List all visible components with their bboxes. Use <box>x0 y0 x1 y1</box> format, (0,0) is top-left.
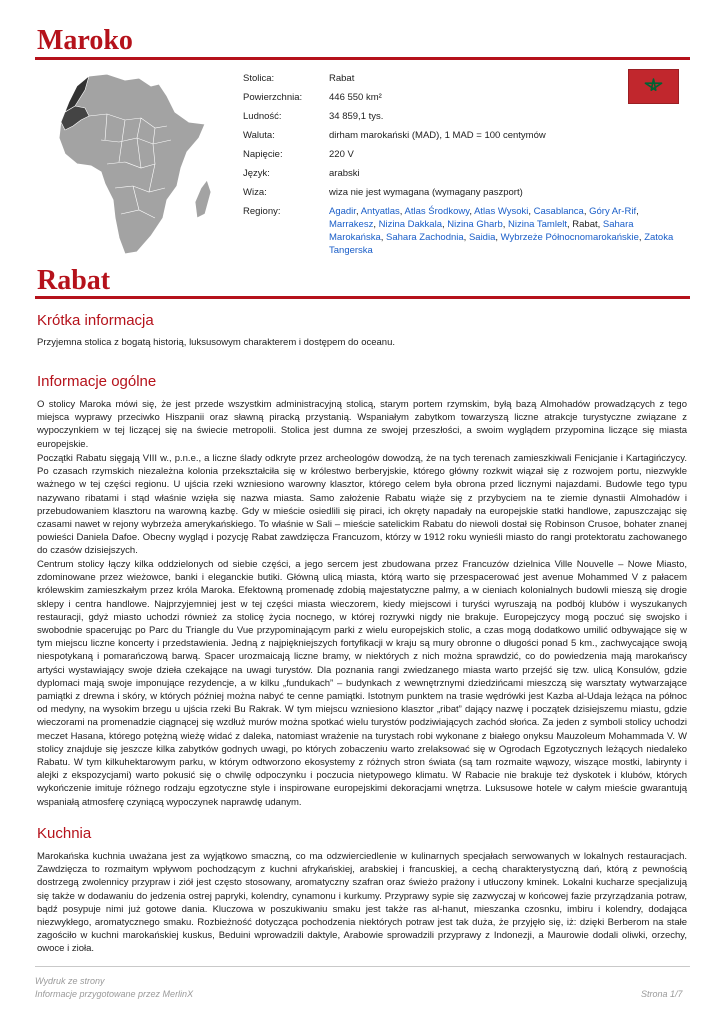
fact-value: arabski <box>329 168 360 179</box>
region-link[interactable]: Nizina Tamlelt <box>508 219 567 230</box>
general-paragraph-1: O stolicy Maroka mówi się, że jest przede wszystkim administracyjną stolicą, starym portem rzymskim, byłą bazą Almohadów prowadzących z tego miejsca wyprawy przeciwko Hiszpanii oraz sławną piracką przystanią. Wspaniałym zabytkom towarzyszą liczne atrakcje turystyczne związane z wypoczynkiem w tej liczącej się na świecie metropolii. Stolica jest dumna ze swojej przeszłości, a swoim wyglądem przypomina liczące się miasta europejskie. <box>37 399 687 450</box>
fact-label: Regiony: <box>243 206 281 217</box>
fact-value: 220 V <box>329 149 354 160</box>
region-name: Rabat <box>572 219 598 230</box>
fact-row-voltage <box>243 148 683 167</box>
fact-label: Powierzchnia: <box>243 92 303 103</box>
region-link[interactable]: Zatoka Tangerska <box>329 232 674 256</box>
region-link[interactable]: Góry Ar-Rif <box>589 206 637 217</box>
fact-row-capital <box>243 72 683 91</box>
region-link[interactable]: Antyatlas <box>360 206 400 217</box>
title-divider <box>35 57 690 60</box>
fact-label: Ludność: <box>243 111 282 122</box>
fact-value: Rabat <box>329 73 355 84</box>
general-paragraph-3: Centrum stolicy łączy kilka oddzielonych od siebie części, a jego sercem jest zbudowana przez Francuzów dzielnica Ville Nouvelle – Nowe Miasto, zdominowane przez wieżowce, banki i eleganckie butiki. Główną ulicą miasta, którą warto się przespacerować jest avenue Mohammed V z pałacem królewskim zamieszkałym przez króla Maroka. Efektowną promenadę zdobią majestatyczne palmy, a w cieniach kolonialnych budowli mieszą się drogie sklepy i centra handlowe. Najprzyjemniej jest w tej części miasta wieczorem, kiedy miejscowi i turyści wyruszają na podbój klubów i wyszukanych restauracji, gdyż miasto uchodzi również za stolicę życia nocnego, w której rozrywki nigdy nie brakuje. Europejczycy mogą poczuć się swojsko i swobodnie spacerując po Parc du Triangle du Vue przypominającym parki z wielu europejskich stolic, a czas mogą dodatkowo umilić odbywające się w tym miejscu liczne koncerty i przedstawienia. Jedną z najpiękniejszych fortyfikacji w kraju są mury obronne o długości ponad 5 km., zachwycające swoją niespotykaną i pomarańczową barwą. Spacer urozmaicają liczne bramy, w niektórych z nich można sprawdzić, co do powiedzenia mają marokańscy artyści wystawiający swoje dzieła czekające na uwagi turystów. Dla poznania rangi zwiedzanego miasta warto przejść się tzw. ulicą Konsulów, gdzie dyplomaci mają swoje imponujące rezydencje, a w kilku „fundukach” – budynkach z wewnętrznymi dziedzińcami mieszczą się warsztaty wytwarzające pamiątki z drewna i skóry, w których później można nabyć te cenne pamiątki. Istotnym punktem na trasie wędrówki jest Kazba al-Udaja leżąca na północ od medyny, na wysokim brzegu u ujścia rzeki Bu Rakrak. W tym miejscu wzniesiono klasztor „ribat” dający nazwę i początek dzisiejszemu miastu, gdzie wieczorami na promenadzie ciągnącej się wzdłuż murów można spotkać wielu turystów podziwiających zachód słońca. Za jeden z symboli stolicy uchodzi meczet Hasana, którego potężną wieżę widać z daleka, natomiast wrażenie na turystach robi wykonane z białego onyksu Mauzoleum Mohammada V. W stolicy znajduje się jeszcze kilka zabytków godnych uwagi, po których zobaczeniu warto zrelaksować się w Ogrodach Egzotycznych leżących niedaleko Rabatu. W tym kilkuhektarowym parku, w którym odtworzono ekosystemy z różnych stron świata (są tam rozmaite wąwozy, wiszące mostki, labirynty i alejki z ekspozycjami) warto pokusić się o chwilę odpoczynku i poczucia nietypowego klimatu. W Rabacie nie brakuje też dyskotek i klubów, których wykończenie imituje różnego rodzaju egzotyczne style i inspirowane europejskimi dekoracjami wnętrza. Luksusowe hotele w całym mieście gwarantują wspaniałą atmosferę czyniącą wypoczynek naprawdę udanym. <box>37 559 687 808</box>
region-link[interactable]: Marrakesz <box>329 219 374 230</box>
fact-value: wiza nie jest wymagana (wymagany paszport) <box>329 187 523 198</box>
cuisine-text: Marokańska kuchnia uważana jest za wyjątkowo smaczną, co ma odzwierciedlenie w kulinarnych specjałach serwowanych w lokalnych restauracjach. Zawdzięcza to rozmaitym wpływom pochodzącym z kuchni afrykańskiej, arabskiej i francuskiej, a cechą charakterystyczną dań, którą z pewnością dostrzegą zwolennicy przypraw i ziół jest często stosowany, aromatyczny szafran oraz świeżo prażony i utłuczony kminek. Lokalni kucharze specjalizują się także w dodawaniu do jedzenia ostrej papryki, kolendry, cynamonu i kurkumy. Przyprawy sypie się zazwyczaj w końcowej fazie przyrządzania potraw, bądź posypuje nimi już gotowe dania. Kluczowa w poszukiwaniu smaku jest także ras al-hanut, mieszanka czosnku, imbiru i kolendry, dodająca niezwykłego, aromatycznego smaku. Rozbieżność dotycząca pochodzenia niektórych potraw jest tak duża, że przyjęło się, iż: dzięki Berberom na stałe zagościło w kuchni marokańskiej kuskus, Beduini wprowadzili daktyle, Arabowie sprowadzili przyprawy z Indonezji, a Maurowie dodali oliwki, orzechy, owoce i zioła. <box>37 851 687 955</box>
region-link[interactable]: Casablanca <box>533 206 584 217</box>
fact-value: dirham marokański (MAD), 1 MAD = 100 centymów <box>329 130 546 141</box>
region-link[interactable]: Agadir <box>329 206 356 217</box>
city-title: Rabat <box>37 265 111 296</box>
fact-value: 446 550 km² <box>329 92 382 103</box>
fact-label: Waluta: <box>243 130 275 141</box>
region-link[interactable]: Nizina Gharb <box>447 219 503 230</box>
region-link[interactable]: Sahara Marokańska <box>329 219 634 243</box>
footer-credit: Informacje przygotowane przez MerlinX <box>35 989 194 999</box>
country-title: Maroko <box>37 25 133 56</box>
region-link[interactable]: Atlas Środkowy <box>404 206 470 217</box>
facts-table <box>243 72 683 263</box>
city-divider <box>35 296 690 299</box>
region-link[interactable]: Wybrzeże Północnomarokańskie <box>500 232 639 243</box>
short-info-heading: Krótka informacja <box>37 312 154 329</box>
footer-print-note: Wydruk ze strony <box>35 976 105 986</box>
africa-map-icon <box>55 68 215 263</box>
fact-row-area <box>243 91 683 110</box>
region-link[interactable]: Nizina Dakkala <box>378 219 442 230</box>
regions-list: Agadir, Antyatlas, Atlas Środkowy, Atlas Wysoki, Casablanca, Góry Ar-Rif, Marrakesz, Nizina Dakkala, Nizina Gharb, Nizina Tamlelt, Rabat, Sahara Marokańska, Sahara Zachodnia, Saidia, Wybrzeże Północnomarokańskie, Zatoka Tangerska <box>329 206 674 256</box>
fact-row-population <box>243 110 683 129</box>
region-link[interactable]: Atlas Wysoki <box>474 206 529 217</box>
fact-row-regions <box>243 205 683 263</box>
cuisine-heading: Kuchnia <box>37 825 92 842</box>
fact-row-visa <box>243 186 683 205</box>
fact-value: 34 859,1 tys. <box>329 111 384 122</box>
morocco-flag-icon <box>628 69 679 104</box>
footer-page-number: Strona 1/7 <box>641 989 683 999</box>
footer-divider <box>35 966 690 967</box>
general-info-heading: Informacje ogólne <box>37 373 157 390</box>
general-paragraph-2: Początki Rabatu sięgają VIII w., p.n.e., a liczne ślady odkryte przez archeologów dowodzą, że na tych terenach zamieszkiwali Fenicjanie i Kartagińczycy. Po czasach rzymskich niezależna kolonia przekształciła się w królestwo berberyjskie, którego główny rozkwit wiązał się z rozwojem portu, niezwykle ważnego w tej części regionu. U ujścia rzeki wzniesiono warowny klasztor, którego celem była obrona przed licznymi najazdami. Budowle tego typu nazywano ribatami i stąd właśnie wzięła się nazwa miasta. Samo założenie Rabatu wiąże się z przybyciem na te ziemie dynastii Almohadów i przebudowaniem klasztoru na warowną kazbę. Gdy w mieście osiedlili się piraci, ich okręty napadały na europejskie statki handlowe, zapuszczając się czasami nawet w rejony wybrzeża amerykańskiego. To właśnie w Sali – mieście satelickim Rabatu do niewoli dostał się Robinson Crusoe, bohater znanej powieści Daniela Dafoe. Obecny wygląd i pozycję Rabat zawdzięcza Francuzom, którzy w 1912 roku wynieśli miasto do rangi protektoratu zachowanego do czasów dzisiejszych. <box>37 453 687 557</box>
fact-label: Język: <box>243 168 270 179</box>
fact-label: Wiza: <box>243 187 267 198</box>
region-link[interactable]: Sahara Zachodnia <box>386 232 464 243</box>
fact-label: Stolica: <box>243 73 275 84</box>
fact-row-language <box>243 167 683 186</box>
short-info-text: Przyjemna stolica z bogatą historią, luksusowym charakterem i dostępem do oceanu. <box>37 337 396 348</box>
fact-row-currency <box>243 129 683 148</box>
region-link[interactable]: Saidia <box>468 232 496 243</box>
fact-label: Napięcie: <box>243 149 283 160</box>
